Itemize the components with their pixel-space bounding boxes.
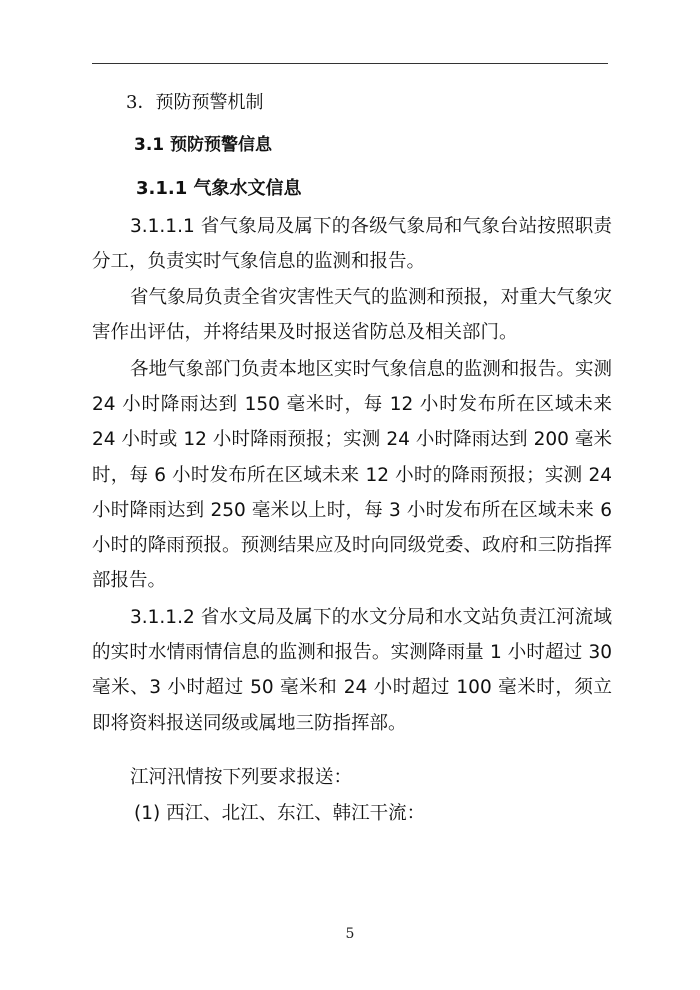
paragraph-meteorological-duty: 3.1.1.1 省气象局及属下的各级气象局和气象台站按照职责分工，负责实时气象信息的监测和报告。 (92, 216, 612, 273)
paragraph-hydrology-duty: 3.1.1.2 省水文局及属下的水文分局和水文站负责江河流域的实时水情雨情信息的监测和报告。实测降雨量 1 小时超过 30 毫米、3 小时超过 50 毫米和 24 小时超过 100 毫米时，须立即将资料报送同级或属地三防指挥部。 (92, 607, 612, 734)
page-number: 5 (345, 926, 355, 942)
paragraph-provincial-forecast: 省气象局负责全省灾害性天气的监测和预报，对重大气象灾害作出评估，并将结果及时报送省防总及相关部门。 (92, 287, 612, 344)
paragraph-flood-report-requirements: 江河汛情按下列要求报送： (130, 767, 353, 788)
section-heading: 3．预防预警机制 (126, 92, 264, 113)
subsubsection-heading: 3.1.1 气象水文信息 (136, 178, 302, 199)
list-item-main-rivers: (1) 西江、北江、东江、韩江干流： (134, 803, 426, 824)
paragraph-local-rainfall-reporting: 各地气象部门负责本地区实时气象信息的监测和报告。实测 24 小时降雨达到 150 毫米时，每 12 小时发布所在区域未来 24 小时或 12 小时降雨预报；实测 24 小时降雨达到 200 毫米时，每 6 小时发布所在区域未来 12 小时的降雨预报；实测 24 小时降雨达到 250 毫米以上时，每 3 小时发布所在区域未来 6 小时的降雨预报。预测结果应及时向同级党委、政府和三防指挥部报告。 (92, 359, 612, 592)
header-rule (92, 63, 608, 64)
subsection-heading: 3.1 预防预警信息 (134, 135, 273, 155)
